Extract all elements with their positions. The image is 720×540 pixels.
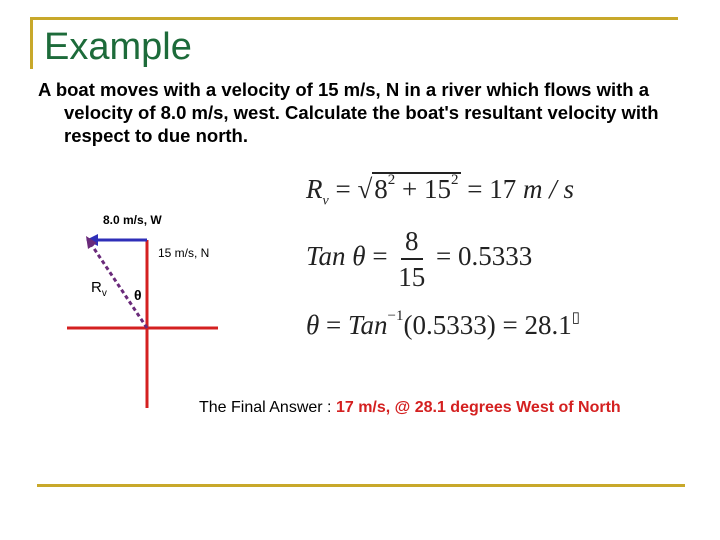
west-vector-label: 8.0 m/s, W — [103, 213, 162, 227]
eq3-degree-mark: ▯ — [571, 310, 580, 326]
eq3-func: Tan — [348, 310, 388, 340]
equation-angle: θ = Tan$^{-1}$(0.5333) = 28.1▯ — [306, 308, 580, 340]
eq2-fraction — [394, 226, 429, 292]
angle-label: θ — [134, 287, 142, 303]
eq1-exp-a: 2 — [387, 172, 396, 188]
eq1-result: 17 — [489, 174, 517, 204]
eq1-exp-b: 2 — [451, 172, 459, 188]
eq2-denominator: 15 — [398, 262, 426, 292]
eq2-numerator: 8 — [401, 226, 423, 260]
final-answer-prefix: The Final Answer : — [199, 399, 332, 416]
final-answer-value: 17 m/s, @ 28.1 degrees West of North — [335, 399, 621, 416]
final-answer — [199, 399, 621, 417]
resultant-subscript: v — [101, 288, 107, 299]
resultant-label — [91, 279, 107, 299]
eq3-exp: −1 — [387, 308, 404, 324]
eq2-result: 0.5333 — [458, 241, 533, 272]
eq1-term-a: 8 — [374, 174, 388, 204]
slide-title: Example — [44, 26, 192, 68]
problem-text: A boat moves with a velocity of 15 m/s, N in a river which flows with a velocity of 8.0 m/s, west. Calculate the boat's resultant velocity with respect to due north. — [38, 79, 659, 146]
eq1-term-b: 15 — [424, 174, 451, 204]
eq3-result: 28.1 — [524, 310, 572, 340]
eq2-lhs: Tan θ — [306, 241, 366, 272]
eq3-lhs: θ — [306, 310, 320, 340]
eq1-lhs-sub: v — [322, 193, 329, 209]
resultant-letter: R — [91, 279, 102, 296]
eq1-unit: m / s — [522, 174, 574, 204]
equation-tangent: Tan θ = $\frac{8}{15}$ = 0.5333 — [306, 226, 533, 292]
eq1-radicand: $8^2 + 15^2$ — [374, 172, 459, 204]
north-vector-label: 15 m/s, N — [158, 246, 210, 260]
eq3-arg: (0.5333) — [403, 310, 496, 340]
equation-resultant: $R_v = √8^2 + 15^2 = 17$ m / s — [306, 172, 574, 209]
eq1-lhs: R — [306, 174, 323, 204]
